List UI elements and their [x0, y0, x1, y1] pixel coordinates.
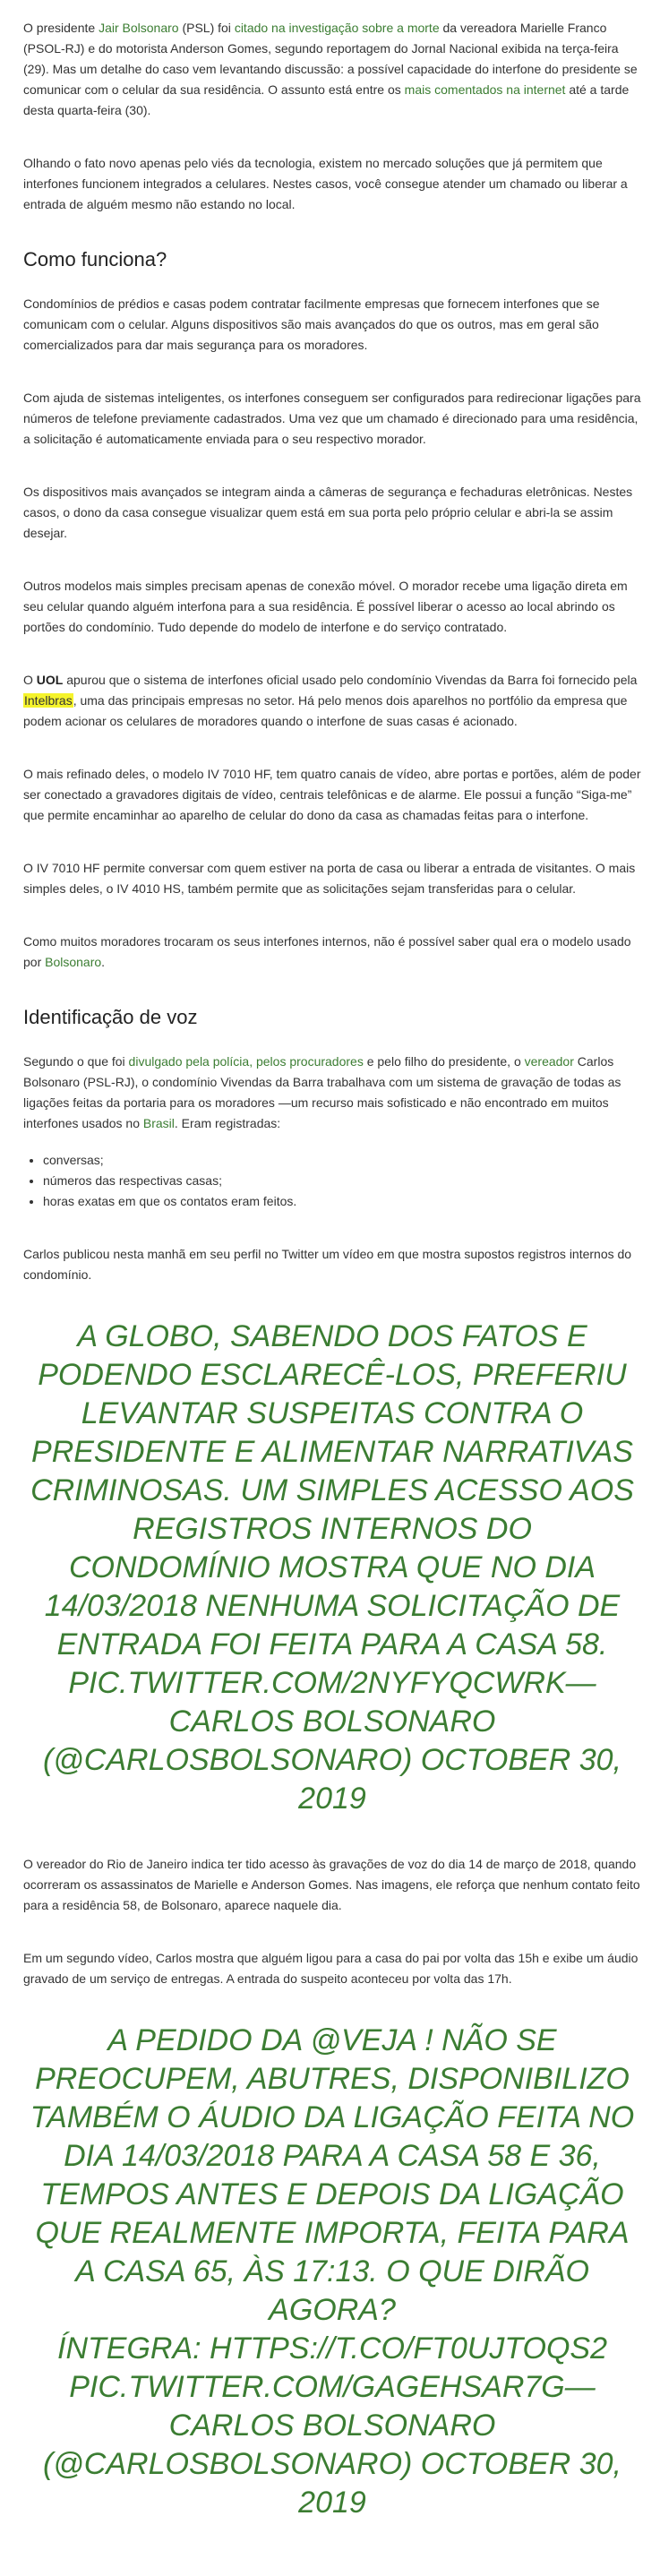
- paragraph-condominios: Condomínios de prédios e casas podem contratar facilmente empresas que fornecem interfones que se comunicam com o celular. Alguns dispositivos são mais avançados do que os outros, mas em geral são comercializados para dar mais segurança para os moradores.: [23, 296, 600, 352]
- uol-bold: UOL: [36, 673, 64, 687]
- link-bolsonaro[interactable]: Bolsonaro: [45, 955, 102, 969]
- link-jair-bolsonaro[interactable]: Jair Bolsonaro: [99, 21, 179, 35]
- link-citado-investigacao[interactable]: citado na investigação sobre a morte: [234, 21, 440, 35]
- text: O: [23, 673, 37, 687]
- text: e pelo filho do presidente, o: [363, 1054, 525, 1069]
- paragraph-sistemas: Com ajuda de sistemas inteligentes, os interfones conseguem ser configurados para redirecionar ligações para números de telefone previamente cadastrados. Uma vez que um chamado é direcionado para uma residência, a solicitação é automaticamente enviada para o seu respectivo morador.: [23, 391, 641, 446]
- paragraph-iv4010: O IV 7010 HF permite conversar com quem estiver na porta de casa ou liberar a entrada de visitantes. O mais simples deles, o IV 4010 HS, também permite que as solicitações sejam transferidas para o celular.: [23, 861, 636, 896]
- paragraph-iv7010: O mais refinado deles, o modelo IV 7010 HF, tem quatro canais de vídeo, abre portas e portões, além de poder ser conectado a gravadores digitais de vídeo, centrais telefônicas e de alarme. Ele possui a função “Siga-me” que permite encaminhar ao aparelho de celular do dono da casa as chamadas feitas para o interfone.: [23, 767, 641, 822]
- text: Como muitos moradores trocaram os seus interfones internos, não é possível saber qual era o modelo usado por: [23, 934, 631, 969]
- heading-como-funciona: Como funciona?: [23, 248, 167, 270]
- link-vereador[interactable]: vereador: [524, 1054, 574, 1069]
- tweet-quote-veja[interactable]: [23, 2022, 641, 2522]
- text: apurou que o sistema de interfones oficial usado pelo condomínio Vivendas da Barra foi fornecido pela: [63, 673, 638, 687]
- text: O presidente: [23, 21, 99, 35]
- paragraph-vereador-rio: O vereador do Rio de Janeiro indica ter tido acesso às gravações de voz do dia 14 de março de 2018, quando ocorreram os assassinatos de Marielle e Anderson Gomes. Nas imagens, ele reforça que nenhum contato feito para a residência 58, de Bolsonaro, aparece naquele dia.: [23, 1857, 640, 1912]
- list-item: • conversas;: [43, 1150, 641, 1171]
- tweet-quote-integra: ÍNTEGRA: HTTPS://T.CO/FT0UJTOQS2 PIC.TWITTER.COM/GAGEHSAR7G— CARLOS BOLSONARO (@CARLOSBOLSONARO) OCTOBER 30, 2019: [42, 2331, 622, 2520]
- text: , uma das principais empresas no setor. Há pelo menos dois aparelhos no portfólio da empresa que podem acionar os celulares de moradores quando o interfone de suas casas é acionado.: [23, 693, 628, 728]
- text: . Eram registradas:: [174, 1116, 281, 1130]
- text: .: [101, 955, 106, 969]
- link-brasil[interactable]: Brasil: [142, 1116, 175, 1130]
- tweet-quote-globo[interactable]: A GLOBO, SABENDO DOS FATOS E PODENDO ESCLARECÊ-LOS, PREFERIU LEVANTAR SUSPEITAS CONTRA O PRESIDENTE E ALIMENTAR NARRATIVAS CRIMINOSAS. UM SIMPLES ACESSO AOS REGISTROS INTERNOS DO CONDOMÍNIO MOSTRA QUE NO DIA 14/03/2018 NENHUMA SOLICITAÇÃO DE ENTRADA FOI FEITA PARA A CASA 58. PIC.TWITTER.COM/2NYFYQCWRK— CARLOS BOLSONARO (@CARLOSBOLSONARO) OCTOBER 30, 2019: [30, 1319, 634, 1816]
- text: da vereadora Marielle Franco (PSOL-RJ) e do motorista Anderson Gomes, segundo reportagem do Jornal Nacional exibida na terça-feira (29). Mas um detalhe do caso vem levantando discussão: a possível capacidade do interfone do presidente se comunicar com o celular da sua residência. O assunto está entre os: [23, 21, 638, 97]
- intelbras-highlight: Intelbras: [24, 693, 73, 708]
- paragraph-dispositivos: Os dispositivos mais avançados se integram ainda a câmeras de segurança e fechaduras eletrônicas. Nestes casos, o dono da casa consegue visualizar quem está em sua porta pelo próprio celular e abri-la se assim desejar.: [23, 485, 633, 540]
- paragraph-modelos-simples: Outros modelos mais simples precisam apenas de conexão móvel. O morador recebe uma ligação direta em seu celular quando alguém interfona para a sua residência. É possível liberar o acesso ao local abrindo os portões do condomínio. Tudo depende do modelo de interfone e do serviço contratado.: [23, 579, 628, 634]
- paragraph-segundo: [23, 1052, 641, 1134]
- text: até a tarde desta quarta-feira (30).: [23, 82, 630, 117]
- article-body: [23, 0, 641, 2522]
- paragraph-moradores: [23, 932, 641, 973]
- text: Segundo o que foi: [23, 1054, 129, 1069]
- heading-identificacao-voz: Identificação de voz: [23, 1006, 198, 1028]
- list-item: • horas exatas em que os contatos eram feitos.: [43, 1191, 641, 1212]
- paragraph-uol: [23, 670, 641, 732]
- registros-list: [23, 1150, 641, 1212]
- link-mais-comentados[interactable]: mais comentados na internet: [404, 82, 566, 97]
- paragraph-tecnologia: Olhando o fato novo apenas pelo viés da tecnologia, existem no mercado soluções que já permitem que interfones funcionem integrados a celulares. Nestes casos, você consegue atender um chamado ou liberar a entrada de alguém mesmo não estando no local.: [23, 156, 628, 211]
- tweet-quote-text: A PEDIDO DA @VEJA ! NÃO SE PREOCUPEM, ABUTRES, DISPONIBILIZO TAMBÉM O ÁUDIO DA LIGAÇÃO FEITA NO DIA 14/03/2018 PARA A CASA 58 E 36, TEMPOS ANTES E DEPOIS DA LIGAÇÃO QUE REALMENTE IMPORTA, FEITA PARA A CASA 65, ÀS 17:13. O QUE DIRÃO AGORA?: [30, 2023, 635, 2327]
- text: Carlos Bolsonaro (PSL-RJ), o condomínio Vivendas da Barra trabalhava com um sistema de gravação de todas as ligações feitas da portaria para os moradores —um recurso mais sofisticado e não encontrado em muitos interfones usados no: [23, 1054, 621, 1130]
- link-divulgado-policia[interactable]: divulgado pela polícia, pelos procuradores: [128, 1054, 364, 1069]
- paragraph-segundo-video: Em um segundo vídeo, Carlos mostra que alguém ligou para a casa do pai por volta das 15h e exibe um áudio gravado de um serviço de entregas. A entrada do suspeito aconteceu por volta das 17h.: [23, 1951, 639, 1986]
- list-item: • números das respectivas casas;: [43, 1171, 641, 1191]
- text: (PSL) foi: [178, 21, 235, 35]
- paragraph-carlos-publicou: Carlos publicou nesta manhã em seu perfil no Twitter um vídeo em que mostra supostos registros internos do condomínio.: [23, 1247, 632, 1282]
- paragraph-intro: [23, 18, 641, 121]
